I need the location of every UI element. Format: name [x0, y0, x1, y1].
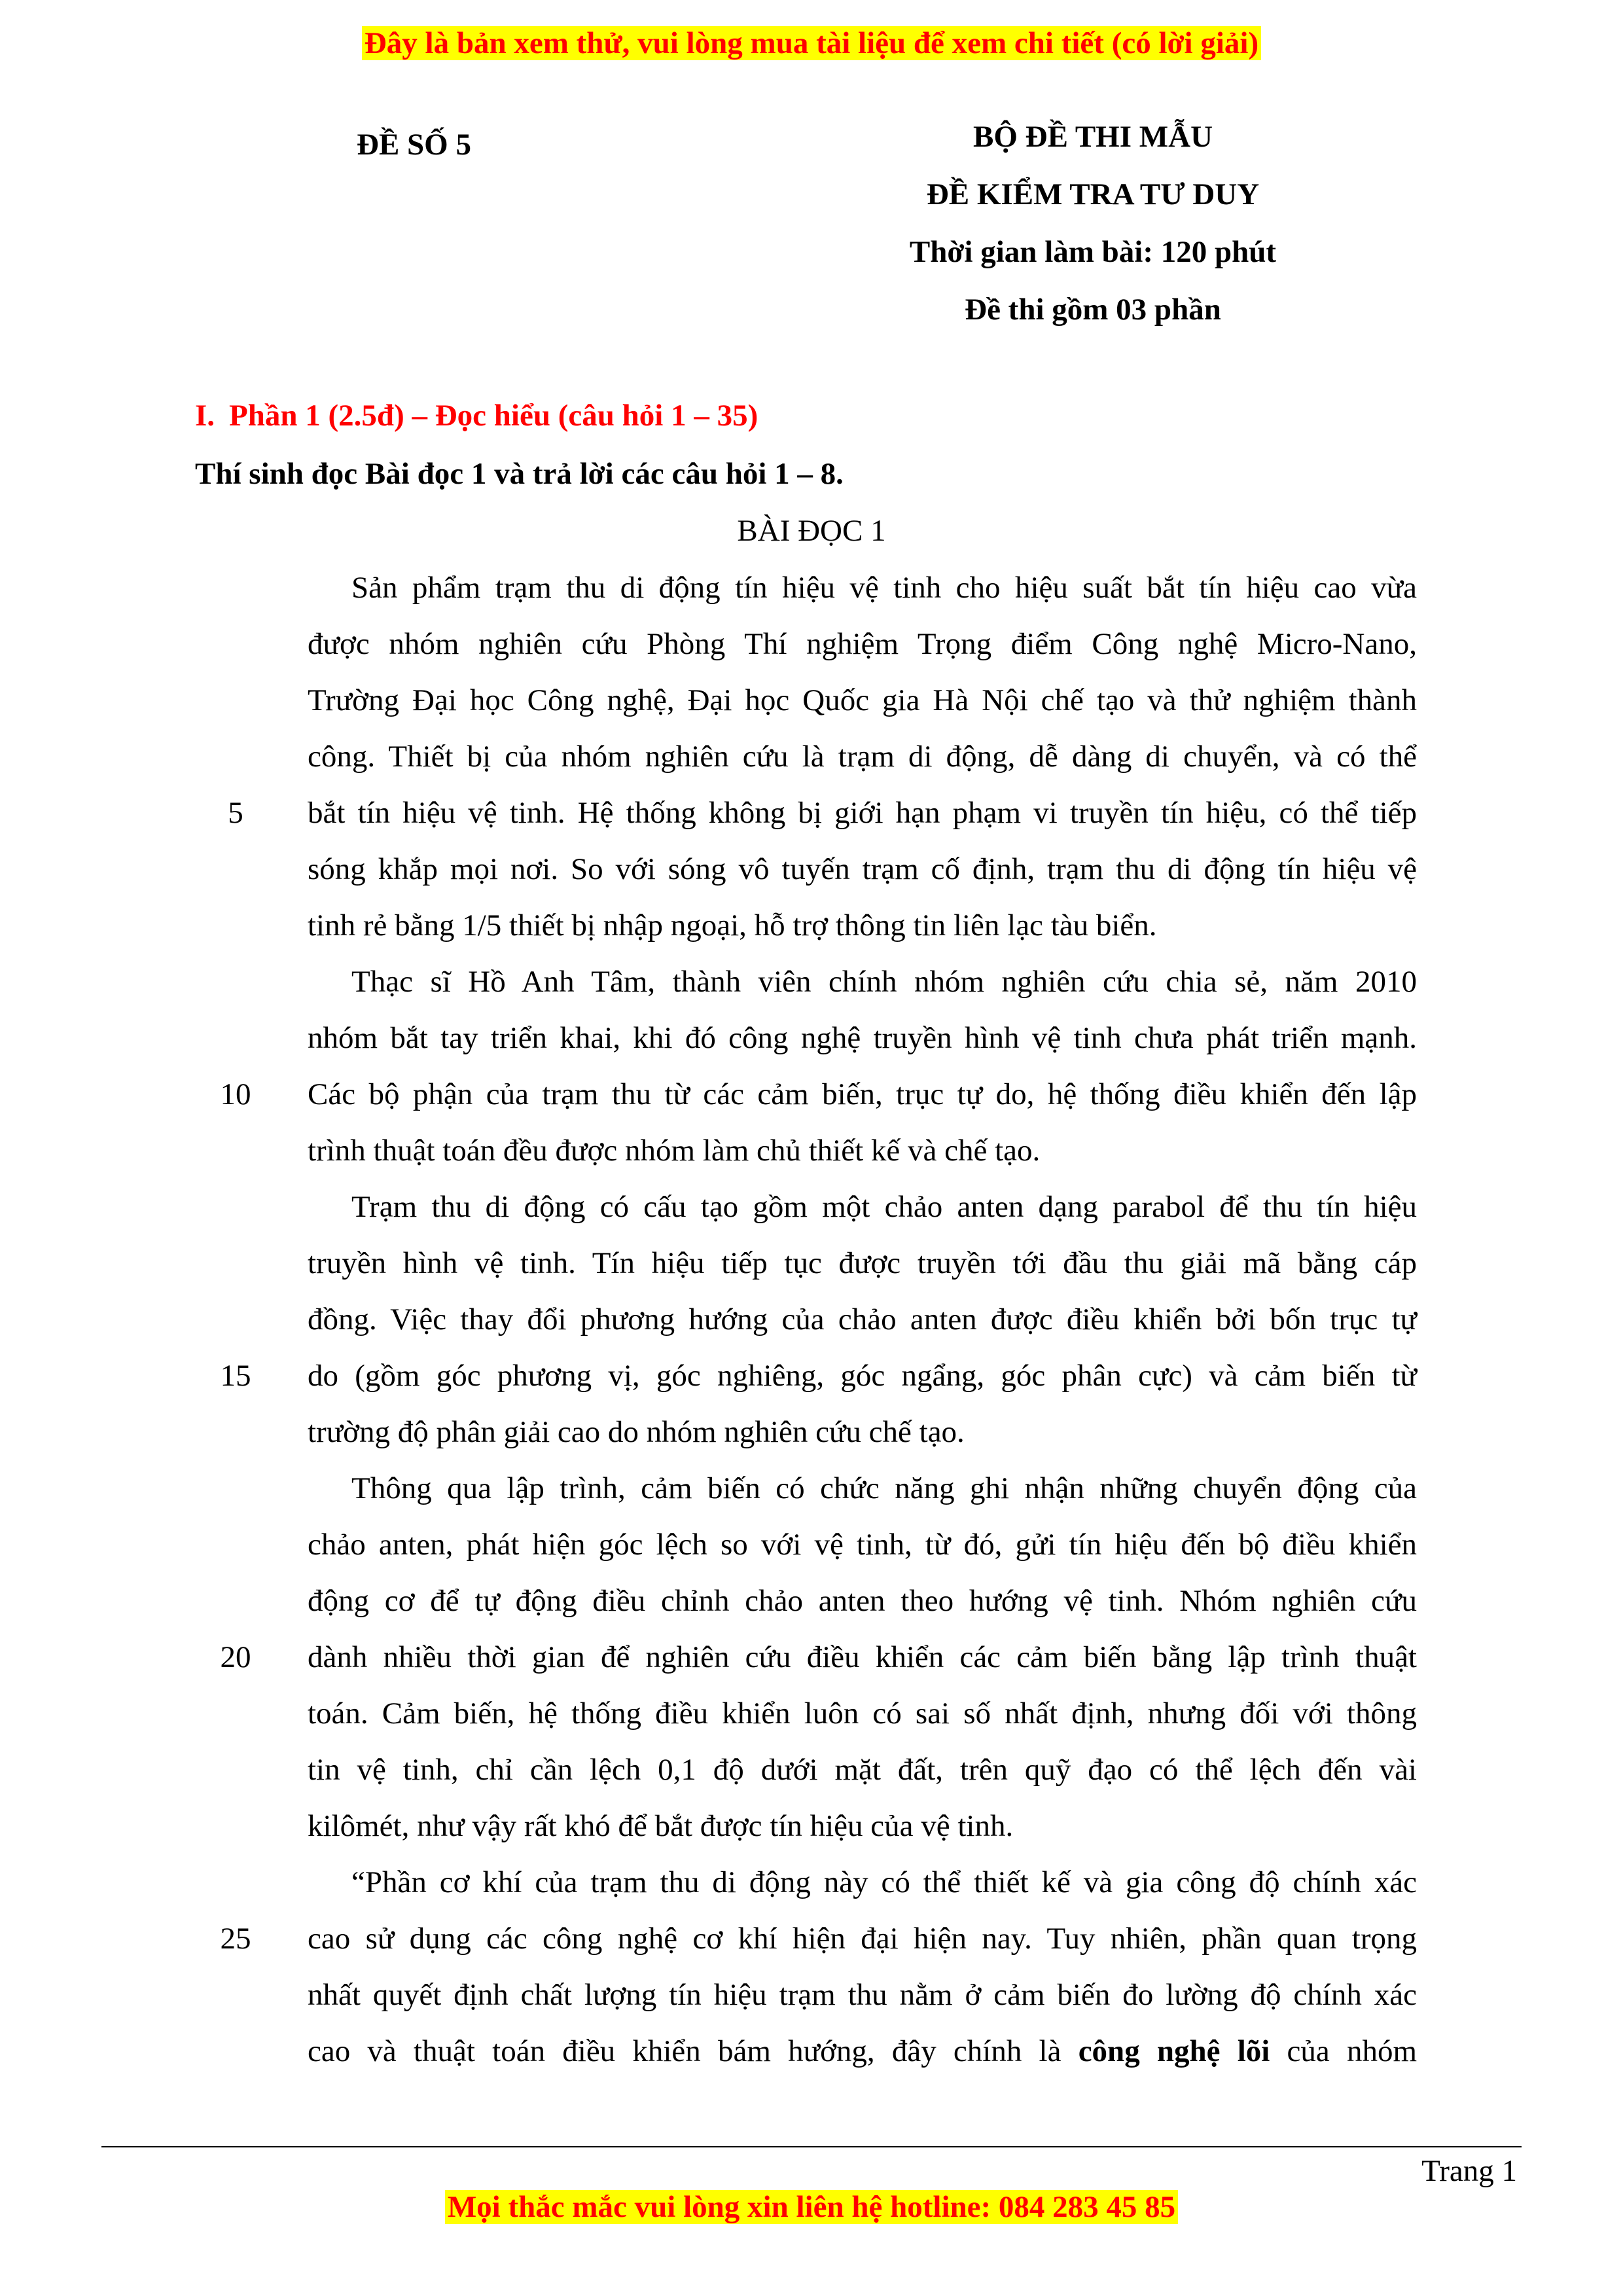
section-number: I.	[195, 399, 215, 433]
passage-line: nhóm bắt tay triển khai, khi đó công nghệ truyền hình vệ tinh chưa phát triển mạnh.	[308, 1021, 1417, 1055]
passage-line: trình thuật toán đều được nhóm làm chủ thiết kế và chế tạo.	[308, 1134, 1041, 1168]
line-number: 20	[220, 1640, 251, 1674]
passage-line: Thông qua lập trình, cảm biến có chức năng ghi nhận những chuyển động của	[351, 1471, 1417, 1505]
passage-line: đồng. Việc thay đổi phương hướng của chảo anten được điều khiển bởi bốn trục tự	[308, 1302, 1417, 1336]
passage-line: Trường Đại học Công nghệ, Đại học Quốc gia Hà Nội chế tạo và thử nghiệm thành	[308, 683, 1417, 717]
line-number: 15	[220, 1359, 251, 1393]
passage-line: Trạm thu di động có cấu tạo gồm một chảo anten dạng parabol để thu tín hiệu	[351, 1190, 1417, 1224]
line-number: 10	[220, 1077, 251, 1111]
passage-line: Các bộ phận của trạm thu từ các cảm biến, trục tự do, hệ thống điều khiển đến lập	[308, 1077, 1417, 1111]
passage-line: tin vệ tinh, chỉ cần lệch 0,1 độ dưới mặt đất, trên quỹ đạo có thể lệch đến vài	[308, 1753, 1417, 1787]
passage-line: được nhóm nghiên cứu Phòng Thí nghiệm Trọng điểm Công nghệ Micro-Nano,	[308, 627, 1417, 661]
exam-title: ĐỀ KIỂM TRA TƯ DUY	[926, 177, 1260, 211]
core-technology-term: công nghệ lõi	[1078, 2034, 1270, 2068]
passage-line: tinh rẻ bằng 1/5 thiết bị nhập ngoại, hỗ trợ thông tin liên lạc tàu biển.	[308, 908, 1157, 942]
passage-line: cao sử dụng các công nghệ cơ khí hiện đại hiện nay. Tuy nhiên, phần quan trọng	[308, 1922, 1417, 1956]
passage-line: trường độ phân giải cao do nhóm nghiên cứu chế tạo.	[308, 1415, 965, 1449]
passage-line: Thạc sĩ Hồ Anh Tâm, thành viên chính nhóm nghiên cứu chia sẻ, năm 2010	[351, 965, 1417, 999]
section-title	[195, 396, 758, 435]
exam-number: ĐỀ SỐ 5	[357, 128, 471, 162]
passage-line: sóng khắp mọi nơi. So với sóng vô tuyến trạm cố định, trạm thu di động tín hiệu vệ	[308, 852, 1417, 886]
passage-line: dành nhiều thời gian để nghiên cứu điều khiển các cảm biến bằng lập trình thuật	[308, 1640, 1417, 1674]
passage-line: “Phần cơ khí của trạm thu di động này có thể thiết kế và gia công độ chính xác	[351, 1865, 1417, 1899]
footer-divider	[101, 2146, 1522, 2147]
exam-parts: Đề thi gồm 03 phần	[965, 293, 1221, 327]
hotline-banner	[0, 2187, 1623, 2227]
line-number: 5	[228, 796, 243, 830]
preview-notice-banner	[0, 24, 1623, 63]
hotline-text: Mọi thắc mắc vui lòng xin liên hệ hotline: 084 283 45 85	[445, 2190, 1178, 2224]
passage-line: Sản phẩm trạm thu di động tín hiệu vệ tinh cho hiệu suất bắt tín hiệu cao vừa	[351, 571, 1417, 605]
passage-line: toán. Cảm biến, hệ thống điều khiển luôn có sai số nhất định, nhưng đối với thông	[308, 1696, 1417, 1731]
passage-line: bắt tín hiệu vệ tinh. Hệ thống không bị giới hạn phạm vi truyền tín hiệu, có thể tiếp	[308, 796, 1417, 830]
instruction: Thí sinh đọc Bài đọc 1 và trả lời các câu hỏi 1 – 8.	[195, 457, 844, 491]
preview-notice-text: Đây là bản xem thử, vui lòng mua tài liệu để xem chi tiết (có lời giải)	[362, 26, 1261, 60]
passage-line	[308, 2032, 1417, 2071]
passage-line: nhất quyết định chất lượng tín hiệu trạm thu nằm ở cảm biến đo lường độ chính xác	[308, 1978, 1417, 2012]
page-number: Trang 1	[1421, 2154, 1517, 2188]
exam-duration: Thời gian làm bài: 120 phút	[909, 235, 1277, 269]
set-title: BỘ ĐỀ THI MẪU	[972, 120, 1213, 154]
reading-title: BÀI ĐỌC 1	[737, 514, 886, 548]
passage-line: chảo anten, phát hiện góc lệch so với vệ tinh, từ đó, gửi tín hiệu đến bộ điều khiển	[308, 1528, 1417, 1562]
section-title-text: Phần 1 (2.5đ) – Đọc hiểu (câu hỏi 1 – 35)	[229, 399, 758, 433]
passage-line: truyền hình vệ tinh. Tín hiệu tiếp tục được truyền tới đầu thu giải mã bằng cáp	[308, 1246, 1417, 1280]
passage-line: động cơ để tự động điều chỉnh chảo anten theo hướng vệ tinh. Nhóm nghiên cứu	[308, 1584, 1417, 1618]
last-line-end: của nhóm	[1287, 2034, 1418, 2068]
passage-line: công. Thiết bị của nhóm nghiên cứu là trạm di động, dễ dàng di chuyển, và có thể	[308, 740, 1417, 774]
last-line-start: cao và thuật toán điều khiển bám hướng, đây chính là	[308, 2034, 1061, 2068]
line-number: 25	[220, 1922, 251, 1956]
passage-line: kilômét, như vậy rất khó để bắt được tín hiệu của vệ tinh.	[308, 1809, 1014, 1843]
passage-line: do (gồm góc phương vị, góc nghiêng, góc ngẩng, góc phân cực) và cảm biến từ	[308, 1359, 1417, 1393]
exam-header	[785, 108, 1400, 338]
